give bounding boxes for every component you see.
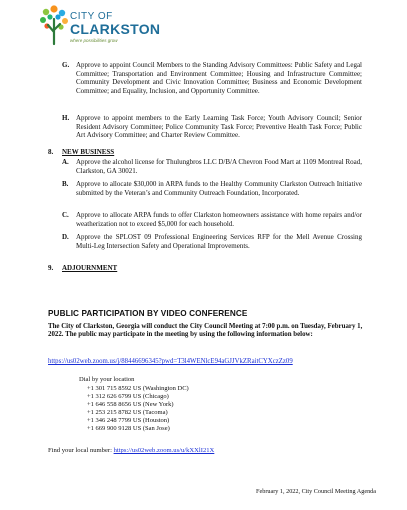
dial-number: +1 312 626 6799 US (Chicago) (87, 393, 169, 400)
section-8-title: NEW BUSINESS (62, 148, 115, 156)
item-8d-text: Approve the SPLOST 09 Professional Engineering Services RFP for the Mell Avenue Crossing Multi-Leg Intersection Safety and Operational Improvements. (76, 233, 362, 250)
dial-header: Dial by your location (79, 376, 135, 383)
tree-icon (36, 4, 72, 46)
dial-number: +1 301 715 8592 US (Washington DC) (87, 385, 189, 392)
participation-body: The City of Clarkston, Georgia will conduct the City Council Meeting at 7:00 p.m. on Tuesday, February 1, 2022. The public may participate in the meeting by using the following information below: (48, 323, 363, 339)
item-g-label: G. (62, 61, 70, 69)
item-8a-label: A. (62, 158, 69, 166)
dial-number: +1 646 558 8656 US (New York) (87, 401, 174, 408)
logo-clarkston: CLARKSTON (70, 21, 161, 37)
section-9-number: 9. (48, 264, 54, 272)
item-8b-text: Approve to allocate $30,000 in ARPA funds to the Healthy Community Clarkston Outreach Initiative submitted by the Veteran’s and Community Outreach Foundation, Incorporated. (76, 180, 362, 197)
dial-number: +1 346 248 7799 US (Houston) (87, 417, 170, 424)
section-9-title: ADJOURNMENT (62, 264, 118, 272)
page-footer: February 1, 2022, City Council Meeting Agenda (256, 488, 376, 495)
city-logo (36, 4, 161, 48)
local-number-line (48, 447, 214, 454)
item-8c-label: C. (62, 211, 69, 219)
item-8b-label: B. (62, 180, 69, 188)
zoom-meeting-link[interactable]: https://us02web.zoom.us/j/88446696345?pwd=T3l4WENlcE94aGJJVkZRaitCYXczZz09 (48, 358, 293, 365)
item-h-label: H. (62, 114, 70, 122)
item-8c-text: Approve to allocate ARPA funds to offer Clarkston homeowners assistance with home repairs and/or weatherization not to exceed $5,000 for each household. (76, 211, 362, 228)
section-8-number: 8. (48, 148, 54, 156)
local-number-link[interactable]: https://us02web.zoom.us/u/kXXlI21X (113, 447, 215, 454)
dial-number: +1 253 215 8782 US (Tacoma) (87, 409, 168, 416)
logo-city-of: CITY OF (70, 11, 113, 22)
local-number-label: Find your local number: (48, 447, 112, 454)
item-8a-text: Approve the alcohol license for Thulungbros LLC D/B/A Chevron Food Mart at 1109 Montreal Road, Clarkston, GA 30021. (76, 158, 362, 175)
item-h-text: Approve to appoint members to the Early Learning Task Force; Youth Advisory Council; Senior Resident Advisory Committee; Police Community Task Force; Preventive Health Task Force; Public Art Advisory Committee; and Charter Review Committee. (76, 114, 362, 140)
logo-tagline: where possibilities grow (70, 38, 118, 43)
item-8d-label: D. (62, 233, 69, 241)
participation-heading: PUBLIC PARTICIPATION BY VIDEO CONFERENCE (48, 309, 248, 318)
item-g-text: Approve to appoint Council Members to the Standing Advisory Committees: Public Safety and Legal Committee; Transportation and Environment Committee; Housing and Infrastructure Committee; Community Development and Civic Innovation Committee; Business and Economic Development Committee; and Equality, Inclusion, and Opportunity Committee. (76, 61, 362, 95)
dial-number: +1 669 900 9128 US (San Jose) (87, 425, 170, 432)
